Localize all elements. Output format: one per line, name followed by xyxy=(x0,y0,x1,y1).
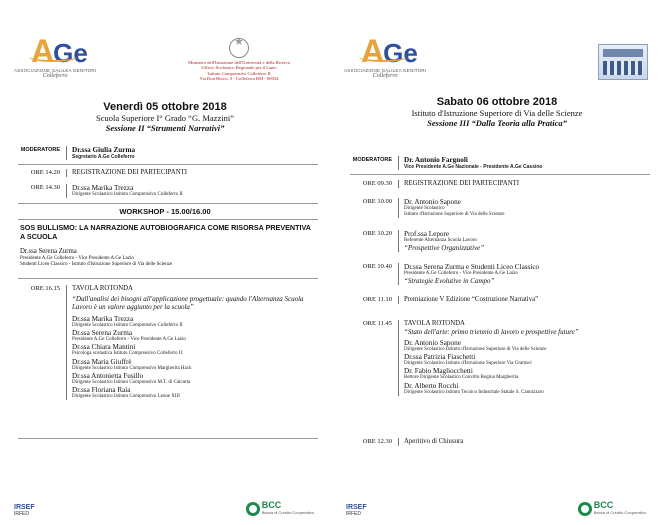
ministry-header: ★ Ministero dell'Istruzione dell'Università e della Ricerca Ufficio Scolastico Regionale per il Lazio Istituto Comprensivo Colleferro II Via Don Bosco, 3 - Colleferro RM - 00034 xyxy=(154,38,324,82)
republic-emblem-icon xyxy=(229,38,249,58)
irsef-logo: IRSEF IRFED xyxy=(14,504,35,517)
round-table-row: ORE 16.15 TAVOLA ROTONDA “Dall'analisi dei bisogni all'applicazione progettuale: quando l'Alternanza Scuola Lavoro è un valore aggiunto per la scuola” Dr.ssa Marika Trezza Dirigente Scolastico Istituto Comprensivo Colleferro II Dr.ssa Serena Zurma Presidente A.Ge Colleferro - Vice Presidente A.Ge Lazio Dr.ssa Chiara Mantini Psicologa scolastica Istituto Comprensivo Colleferro II Dr.ssa Maria Giuffrè Dirigente Scolastico Istituto Comprensivo Margherita Hack Dr.ssa Antonietta Fusillo Dirigente Scolastico Istituto Comprensivo M.T. di Calcutta Dr.ssa Floriana Raia Dirigente Scolastico Istituto Comprensivo Leone XIII xyxy=(4,285,314,400)
day-date: Venerdì 05 ottobre 2018 xyxy=(103,101,227,113)
school-building-icon xyxy=(598,44,648,80)
bcc-logo: BCC Banca di Credito Cooperativo xyxy=(578,501,646,517)
irsef-logo: IRSEF IRFED xyxy=(346,504,367,517)
moderator-row: MODERATORE Dr. Antonio Fargnoli Vice Presidente A.Ge Nazionale - Presidente A.Ge Cassino xyxy=(352,156,543,170)
program-page-saturday xyxy=(336,0,658,525)
sos-speakers: Dr.ssa Serena Zurma Presidente A.Ge Colleferro - Vice Presidente A.Ge Lazio Studenti Liceo Classico - Istituto d'Istruzione Superiore di Via delle Scienze xyxy=(20,248,173,268)
bcc-circle-icon xyxy=(578,502,592,516)
venue: Scuola Superiore I° Grado “G. Mazzini” xyxy=(96,113,234,123)
moderator-row: MODERATORE Dr.ssa Giulia Zurma Segretario A.Ge Colleferro xyxy=(20,146,136,160)
sos-title: SOS BULLISMO: LA NARRAZIONE AUTOBIOGRAFICA COME RISORSA PREVENTIVA A SCUOLA xyxy=(20,223,311,241)
schedule-row: ORE 10.00 Dr. Antonio Sapone Dirigente Scolastico Istituto d'Istruzione Superiore di Via delle Scienze xyxy=(362,198,505,218)
schedule-row: ORE 14.30 Dr.ssa Marika Trezza Dirigente Scolastico Istituto Comprensivo Colleferro II xyxy=(30,184,183,197)
bcc-circle-icon xyxy=(246,502,260,516)
day-header xyxy=(336,96,658,128)
age-logo: A Ge ASSOCIAZIONE GALILEA GENITORI Colleferro xyxy=(14,33,97,79)
schedule-row: ORE 09.30 REGISTRAZIONE DEI PARTECIPANTI xyxy=(362,180,520,187)
age-logo: A Ge ASSOCIAZIONE GALILEA GENITORI Colleferro xyxy=(344,33,427,79)
day-header xyxy=(4,101,326,133)
schedule-row: ORE 10.40 Dr.ssa Serena Zurma e Studenti Liceo Classico Presidente A.Ge Colleferro - Vice Presidente A.Ge Lazio “Strategie Evolutive in Campo” xyxy=(362,263,540,286)
workshop-label: WORKSHOP - 15.00/16.00 xyxy=(119,207,211,216)
bcc-logo: BCC Banca di Credito Cooperativo xyxy=(246,501,314,517)
schedule-row: ORE 12.30 Aperitivo di Chiusura xyxy=(362,438,464,445)
program-page-friday xyxy=(4,0,326,525)
round-table-row: ORE 11.45 TAVOLA ROTONDA “Stato dell'arte: primo triennio di lavoro e prospettive future” Dr. Antonio Sapone Dirigente Scolastico Istituto d'Istruzione Superiore di Via delle Scienze Dr.ssa Patrizia Fiaschetti Dirigente Scolastico Istituto d'Istruzione Superiore Via Gramsci Dr. Fabio Magliocchetti Rettore Dirigente Scolastico Convitto Regina Margherita Dr. Alberto Rocchi Dirigente Scolastico Istituto Tecnico Industriale Statale S. Cannizzaro xyxy=(336,320,646,396)
schedule-row: ORE 14.20 REGISTRAZIONE DEI PARTECIPANTI xyxy=(30,169,188,176)
venue: Istituto d'Istruzione Superiore di Via delle Scienze xyxy=(411,108,583,118)
day-date: Sabato 06 ottobre 2018 xyxy=(436,96,558,108)
schedule-row: ORE 10.20 Prof.ssa Lepore Referente Alternanza Scuola Lavoro “Prospettive Organizzative” xyxy=(362,230,485,253)
session-title: Sessione II “Strumenti Narrativi” xyxy=(105,123,225,133)
schedule-row: ORE 11.10 Premiazione V Edizione “Costruzione Narrativa” xyxy=(362,296,539,303)
session-title: Sessione III “Dalla Teoria alla Pratica” xyxy=(427,118,567,128)
